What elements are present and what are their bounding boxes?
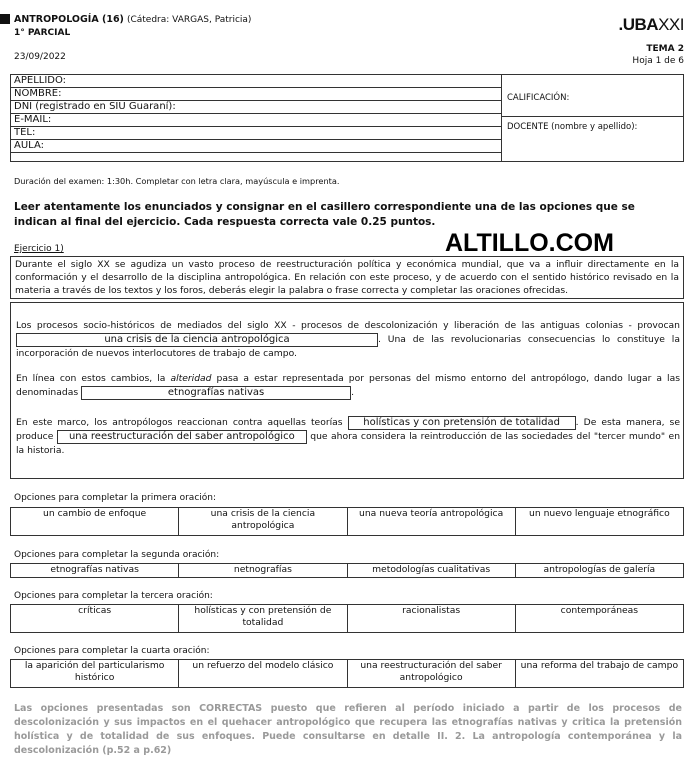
exercise-intro: Durante el siglo XX se agudiza un vasto proceso de reestructuración política y económica mundial, que va a influir directamente en la conformación y el desarrollo de la disciplina antropológica. En relación con este proceso, y de acuerdo con el sentido histórico revisado en la materia a través de los textos y los foros, deberás elegir la palabra o frase correcta y completar las oraciones ofrecidas. <box>10 256 684 299</box>
blank-1[interactable]: una crisis de la ciencia antropológica <box>16 333 378 347</box>
page-indicator: Hoja 1 de 6 <box>632 56 684 66</box>
option-cell[interactable]: críticas <box>11 605 179 633</box>
option-cell[interactable]: una crisis de la ciencia antropológica <box>179 508 347 536</box>
exercise-title: Ejercicio 1) <box>14 244 64 254</box>
option-cell[interactable]: una reforma del trabajo de campo <box>515 660 683 688</box>
option-cell[interactable]: un cambio de enfoque <box>11 508 179 536</box>
header-marker <box>0 14 10 24</box>
course-title <box>14 14 251 25</box>
option-cell[interactable]: netnografías <box>179 564 347 578</box>
student-info-box <box>10 74 684 162</box>
course-name: ANTROPOLOGÍA (16) <box>14 14 124 25</box>
exam-name: 1° PARCIAL <box>14 28 71 38</box>
logo-light: XXI <box>658 15 684 34</box>
right-divider <box>501 116 683 117</box>
s3-after: que ahora considera la reintroducción de las sociedades del "tercer mundo" en la historia. <box>16 431 681 456</box>
options-3-table <box>10 604 684 633</box>
option-cell[interactable]: etnografías nativas <box>11 564 179 578</box>
calificacion-label: CALIFICACIÓN: <box>507 93 570 103</box>
s2-italic: alteridad <box>170 373 212 384</box>
s3-before: En este marco, los antropólogos reaccionan contra aquellas teorías <box>16 417 343 428</box>
watermark: ALTILLO.COM <box>445 229 614 257</box>
answer-note: Las opciones presentadas son CORRECTAS puesto que refieren al período iniciado a partir de los procesos de descolonización y sus impactos en el quehacer antropológico que recupera las etnografías nativas y critica la pretensión holística y de totalidad de sus enfoques. Puede consultarse en detalle II. 2. La antropología contemporánea y la descolonización (p.52 a p.62) <box>14 703 682 756</box>
s2-after: . <box>351 387 354 398</box>
options-2-title: Opciones para completar la segunda oración: <box>14 550 220 560</box>
uba-logo <box>619 15 684 35</box>
exam-date: 23/09/2022 <box>14 52 66 62</box>
option-cell[interactable]: un refuerzo del modelo clásico <box>179 660 347 688</box>
options-4-table <box>10 659 684 688</box>
options-1-title: Opciones para completar la primera oración: <box>14 493 217 503</box>
option-cell[interactable]: metodologías cualitativas <box>347 564 515 578</box>
sentence-3 <box>16 416 680 458</box>
s3-middle: . De esta manera, se produce <box>16 417 680 442</box>
options-4-title: Opciones para completar la cuarta oración: <box>14 646 210 656</box>
tema-label: TEMA 2 <box>646 44 684 54</box>
apellido-field[interactable]: APELLIDO: <box>11 75 501 88</box>
option-cell[interactable]: una nueva teoría antropológica <box>347 508 515 536</box>
instructions: Leer atentamente los enunciados y consignar en el casillero correspondiente una de las opciones que se indican al final del ejercicio. Cada respuesta correcta vale 0.25 puntos. <box>14 201 635 228</box>
nombre-field[interactable]: NOMBRE: <box>11 88 501 101</box>
exam-duration: Duración del examen: 1:30h. Completar con letra clara, mayúscula e imprenta. <box>14 176 340 186</box>
options-2-table <box>10 563 684 578</box>
blank-2[interactable]: etnografías nativas <box>81 386 351 400</box>
options-3-title: Opciones para completar la tercera oración: <box>14 591 213 601</box>
option-cell[interactable]: contemporáneas <box>515 605 683 633</box>
exercise-body <box>10 302 684 479</box>
s1-after: . Una de las revolucionarias consecuencias lo constituye la incorporación de nuevos interlocutores de trabajo de campo. <box>16 334 680 359</box>
aula-field[interactable]: AULA: <box>11 140 501 153</box>
option-cell[interactable]: antropologías de galería <box>515 564 683 578</box>
logo-bold: .UBA <box>618 15 659 34</box>
option-cell[interactable]: un nuevo lenguaje etnográfico <box>515 508 683 536</box>
form-divider <box>501 75 502 161</box>
option-cell[interactable]: la aparición del particularismo histórico <box>11 660 179 688</box>
options-1-table <box>10 507 684 536</box>
course-chair: (Cátedra: VARGAS, Patricia) <box>126 15 252 25</box>
s1-before: Los procesos socio-históricos de mediados del siglo XX - procesos de descolonización y liberación de las antiguas colonias - provocan <box>16 320 680 331</box>
docente-label: DOCENTE (nombre y apellido): <box>507 122 638 132</box>
sentence-1 <box>16 319 680 361</box>
dni-field[interactable]: DNI (registrado en SIU Guaraní): <box>11 101 501 114</box>
blank-4[interactable]: una reestructuración del saber antropológico <box>57 430 307 444</box>
option-cell[interactable]: racionalistas <box>347 605 515 633</box>
option-cell[interactable]: holísticas y con pretensión de totalidad <box>179 605 347 633</box>
s2-middle: pasa a estar representada por personas del mismo entorno del antropólogo, dando lugar a las denominadas <box>16 373 681 398</box>
blank-3[interactable]: holísticas y con pretensión de totalidad <box>348 416 576 430</box>
email-field[interactable]: E-MAIL: <box>11 114 501 127</box>
tel-field[interactable]: TEL: <box>11 127 501 140</box>
option-cell[interactable]: una reestructuración del saber antropológico <box>347 660 515 688</box>
s2-before: En línea con estos cambios, la <box>16 373 166 384</box>
sentence-2 <box>16 372 680 400</box>
